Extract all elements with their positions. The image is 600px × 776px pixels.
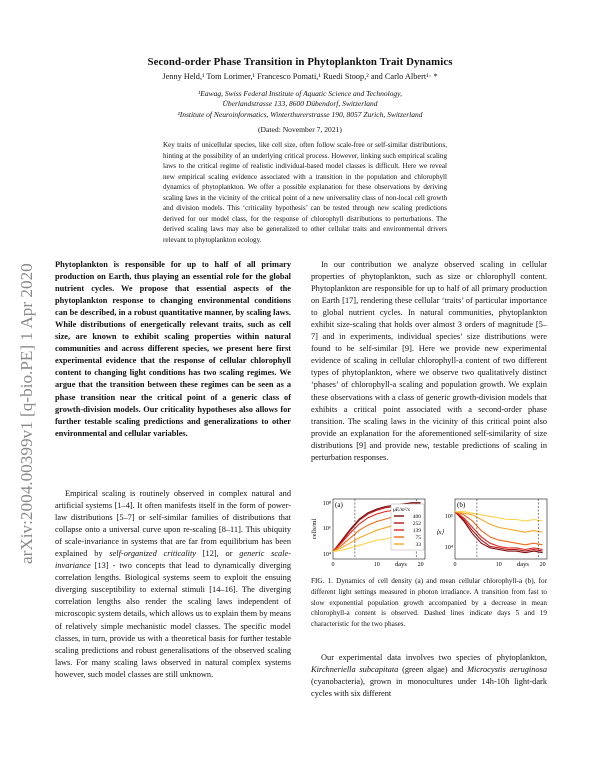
panel-a-xtick-2: 10 — [373, 562, 380, 568]
exp-text-2: (green algae) and — [398, 665, 468, 675]
contribution-paragraph: In our contribution we analyze observed scaling in cellular properties of phytoplankton, such as size or chlorophyll content. Phytoplankton are responsible for up to half of all primary production on Earth [17], rendering these cellular ‘traits’ of particular importance to global nutrient cycles. In natural communities, phytoplankton exhibit size-scaling that holds over almost 3 orders of magnitude [5–7] and in experiments, individual species’ size distributions were found to be self-similar [9]. Here we provide new experimental evidence of scaling in cellular chlorophyll-a content of two different types of phytoplankton, where we observe two qualitatively distinct ‘phases’ of chlorophyll-a scaling and population growth. We explain these observations with a class of generic growth-division models that exhibits a critical point associated with a second-order phase transition. The scaling laws in the vicinity of this critical point also provide an explanation for the aforementioned self-similarity of size distributions [9] and provide new, testable predictions of scaling in perturbation responses. — [311, 260, 547, 462]
legend-label-75: 75 — [415, 535, 421, 541]
panel-a-label: (a) — [335, 501, 343, 509]
panel-b-xtick-1: 0 — [453, 562, 457, 568]
panel-a — [311, 499, 425, 568]
date-line: (Dated: November 7, 2021) — [258, 125, 342, 134]
legend-label-400: 400 — [412, 514, 421, 520]
legend-title: μE/m²/s — [393, 507, 410, 513]
legend-label-139: 139 — [412, 528, 421, 534]
lead-paragraph: Phytoplankton is responsible for up to half of all primary production on Earth, thus playing an essential role for the global nutrient cycles. We propose that essential aspects of the phytoplankton response to changing environmental conditions can be described, in a robust quantitative manner, by scaling laws. While distributions of energetically relevant traits, such as cell size, are known to exhibit scaling properties within natural communities and across different species, we present here first experimental evidence that the response of cellular chlorophyll content to changing light conditions has two scaling regimes. We argue that the transition between these regimes can be seen as a phase transition near the critical point of a generic class of growth-division models. Our criticality hypotheses also allows for further testable scaling predictions and generalizations to other environmental and cellular variables. — [55, 260, 291, 438]
panel-b-ytick-2: 10⁴ — [444, 545, 453, 551]
legend-label-33: 33 — [415, 542, 421, 548]
species-microcystis: Microcystis aeruginosa — [467, 665, 547, 675]
panel-b-ylabel: ⟨x⟩ — [436, 529, 444, 536]
figure-caption: FIG. 1. Dynamics of cell density (a) and mean cellular chlorophyll-a (b), for different light settings measured in photon irradiance. A transition from fast to slow exponential population growth accompanied by a decrease in mean chlorophyll-a content is observed. Dashed lines indicate days 5 and 19 characteristic for the two phases. — [311, 577, 547, 629]
panel-b-xtick-3: 20 — [539, 562, 546, 568]
intro-paragraph — [55, 488, 291, 681]
affiliation-line-3: ²Institute of Neuroinformatics, Winterthurerstrasse 190, 8057 Zurich, Switzerland — [177, 110, 423, 119]
panel-b-label: (b) — [457, 501, 466, 509]
abstract: Key traits of unicellular species, like cell size, often follow scale-free or self-similar distributions, hinting at the possibility of an underlying critical process. However, linking such empirical scaling laws to the critical regime of realistic individual-based model classes is difficult. Here we reveal new empirical scaling evidence associated with a transition in the population and chlorophyll dynamics of phytoplankton. We offer a possible explanation for these observations by deriving scaling laws in the vicinity of the critical point of a new universality class of non-local cell growth and division models. This ‘criticality hypothesis’ can be tested through new scaling predictions derived for our model class, for the response of chlorophyll distributions to perturbations. The derived scaling laws may also be generalized to other cellular traits and environmental drivers relevant to phytoplankton ecology. — [163, 141, 447, 244]
panel-b-series-line-extra — [455, 512, 543, 521]
panel-a-ylabel: cells/ml — [311, 518, 318, 540]
panel-a-xtick-3: 20 — [417, 562, 424, 568]
panel-a-xlabel: days — [395, 561, 407, 568]
experimental-paragraph — [311, 652, 547, 700]
intro-text-3: [13] - two concepts that lead to dynamically diverging correlation lengths. Biological systems seem to exploit the ensuing diverging susceptibility to external stimuli [14–16]. The diverging correlation lengths also render the scaling laws independent of microscopic system details, which allows us to explain them by means of relatively simple mechanistic model classes. The specific model classes, in turn, provide us with a theoretical basis for further testable scaling predictions and robust generalisations of the observed scaling laws. For many scaling laws observed in natural complex systems however, such model classes are still unknown. — [55, 561, 291, 679]
affiliation-line-2: Überlandstrasse 133, 8600 Dübendorf, Switzerland — [222, 99, 378, 108]
species-kirchneriella: Kirchneriella subcapitata — [311, 665, 399, 675]
arxiv-id-text: arXiv:2004.00399v1 [q-bio.PE] 1 Apr 2020 — [17, 263, 36, 564]
intro-term-soc: self-organized criticality — [109, 549, 196, 559]
panel-a-xtick-1: 0 — [331, 562, 335, 568]
intro-text-2: [12], or — [196, 549, 240, 559]
panel-b-series — [455, 512, 543, 553]
exp-text-3: (cyanobacteria), grown in monocultures under 14h-10h light-dark cycles with six different — [311, 677, 547, 699]
panel-b-xlabel: days — [517, 561, 529, 568]
legend — [391, 504, 424, 550]
intro-text-1: Empirical scaling is routinely observed in complex natural and artificial systems [1–4]. It often manifests itself in the form of power-law distributions [5–7] or self-similar families of distributions that collapse onto a universal curve upon re-scaling [8–11]. This ubiquity of scale-invariance in systems that are far from equilibrium has been explained by — [55, 489, 291, 559]
affiliation-line-1: ¹Eawag, Swiss Federal Institute of Aquatic Science and Technology, — [198, 89, 402, 98]
panel-a-ytick-2: 10⁶ — [322, 526, 331, 532]
legend-label-252: 252 — [412, 521, 421, 527]
intro-term-gsi: generic scale-invariance — [55, 549, 292, 571]
paper-title: Second-order Phase Transition in Phytoplankton Trait Dynamics — [147, 56, 453, 68]
panel-b-xtick-2: 10 — [495, 562, 502, 568]
panel-b-ytick-1: 10⁵ — [444, 514, 453, 520]
exp-text-1: Our experimental data involves two species of phytoplankton, — [321, 653, 547, 662]
arxiv-identifier-sidebar — [6, 190, 46, 570]
figure-1 — [311, 496, 549, 572]
panel-b — [436, 499, 547, 568]
panel-a-ytick-1: 10⁸ — [322, 501, 331, 507]
author-list: Jenny Held,¹ Tom Lorimer,¹ Francesco Pomati,¹ Ruedi Stoop,² and Carlo Albert¹· * — [162, 72, 438, 81]
panel-a-ytick-3: 10⁴ — [322, 552, 331, 558]
